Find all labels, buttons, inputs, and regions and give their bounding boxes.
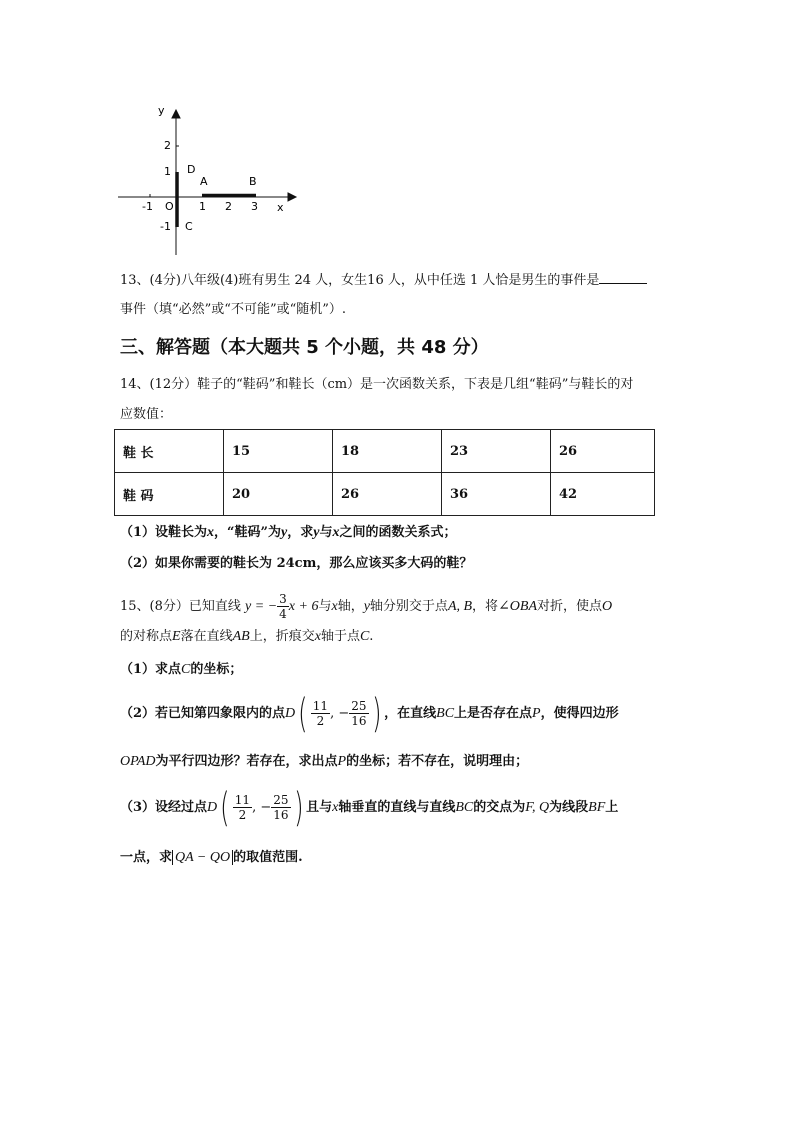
x-tick-2: 2	[225, 200, 232, 213]
point-b-label: B	[249, 175, 257, 188]
y-tick-2: 2	[164, 139, 171, 152]
fraction: $\frac{11}{2}$	[312, 699, 329, 728]
table-cell: 鞋 长	[115, 430, 224, 473]
q14-intro-line1: 14、(12分）鞋子的“鞋码”和鞋长（cm）是一次函数关系，下表是几组“鞋码”与鞋长的对	[120, 377, 634, 392]
table-cell: 26	[333, 473, 442, 516]
x-axis-label: x	[277, 201, 284, 214]
q13-line2: 事件（填“必然”或“不可能”或“随机”）.	[120, 302, 347, 317]
table-cell: 20	[224, 473, 333, 516]
point-a-label: A	[200, 175, 208, 188]
y-axis-label: y	[158, 104, 165, 117]
q15-part1: （1）求点C的坐标；	[120, 662, 243, 677]
table-cell: 42	[551, 473, 655, 516]
table-cell: 26	[551, 430, 655, 473]
y-axis-arrow	[172, 110, 180, 118]
table-row	[115, 473, 655, 516]
table-cell: 36	[442, 473, 551, 516]
fraction: $\frac{3}{4}$	[279, 592, 287, 621]
q15-part3: （3）设经过点D( $\frac{11}{2}$ , − $\frac{25}{16}$ ) 且与x轴垂直的直线与直线BC的交点为F, Q为线段BF上	[120, 784, 619, 831]
x-tick-neg1: -1	[142, 200, 153, 213]
q14-part1: （1）设鞋长为x，“鞋码”为y，求y与x之间的函数关系式；	[120, 525, 457, 540]
q15-line1: 15、(8分）已知直线 y = − $\frac{3}{4}$ x + 6与x轴，y轴分别交于点A, B，将∠OBA对折，使点O	[120, 592, 613, 621]
fraction: $\frac{25}{16}$	[273, 793, 289, 822]
q15-line2: 的对称点E落在直线AB上，折痕交x轴于点C.	[120, 629, 374, 644]
shoe-table	[114, 429, 655, 516]
y-tick-1: 1	[164, 165, 171, 178]
coordinate-graph	[110, 100, 310, 260]
table-row	[115, 430, 655, 473]
q15-part2: （2）若已知第四象限内的点D( $\frac{11}{2}$ , − $\frac{25}{16}$ ) ，在直线BC上是否存在点P，使得四边形	[120, 690, 619, 737]
table-cell: 18	[333, 430, 442, 473]
origin-label: O	[165, 200, 174, 213]
y-tick-neg1: -1	[160, 220, 171, 233]
q14-part2: （2）如果你需要的鞋长为 24cm，那么应该买多大码的鞋？	[120, 556, 473, 571]
table-cell: 鞋 码	[115, 473, 224, 516]
answer-blank[interactable]	[599, 269, 647, 284]
x-tick-1: 1	[199, 200, 206, 213]
fraction: $\frac{25}{16}$	[351, 699, 367, 728]
x-tick-3: 3	[251, 200, 258, 213]
point-d-label: D	[187, 163, 196, 176]
point-c-label: C	[185, 220, 193, 233]
table-cell: 15	[224, 430, 333, 473]
q15-part2-line2: OPAD为平行四边形？若存在，求出点P的坐标；若不存在，说明理由；	[120, 754, 529, 769]
x-axis-arrow	[288, 193, 296, 201]
q15-part3-line2: 一点，求 QA − QO 的取值范围.	[120, 850, 303, 865]
table-cell: 23	[442, 430, 551, 473]
fraction: $\frac{11}{2}$	[234, 793, 251, 822]
q13-line1: 13、(4分)八年级(4)班有男生 24 人，女生16 人，从中任选 1 人恰是男生的事件是	[120, 269, 647, 291]
q14-intro-line2: 应数值：	[120, 407, 173, 422]
section-title: 三、解答题（本大题共 5 个小题，共 48 分）	[120, 337, 489, 358]
